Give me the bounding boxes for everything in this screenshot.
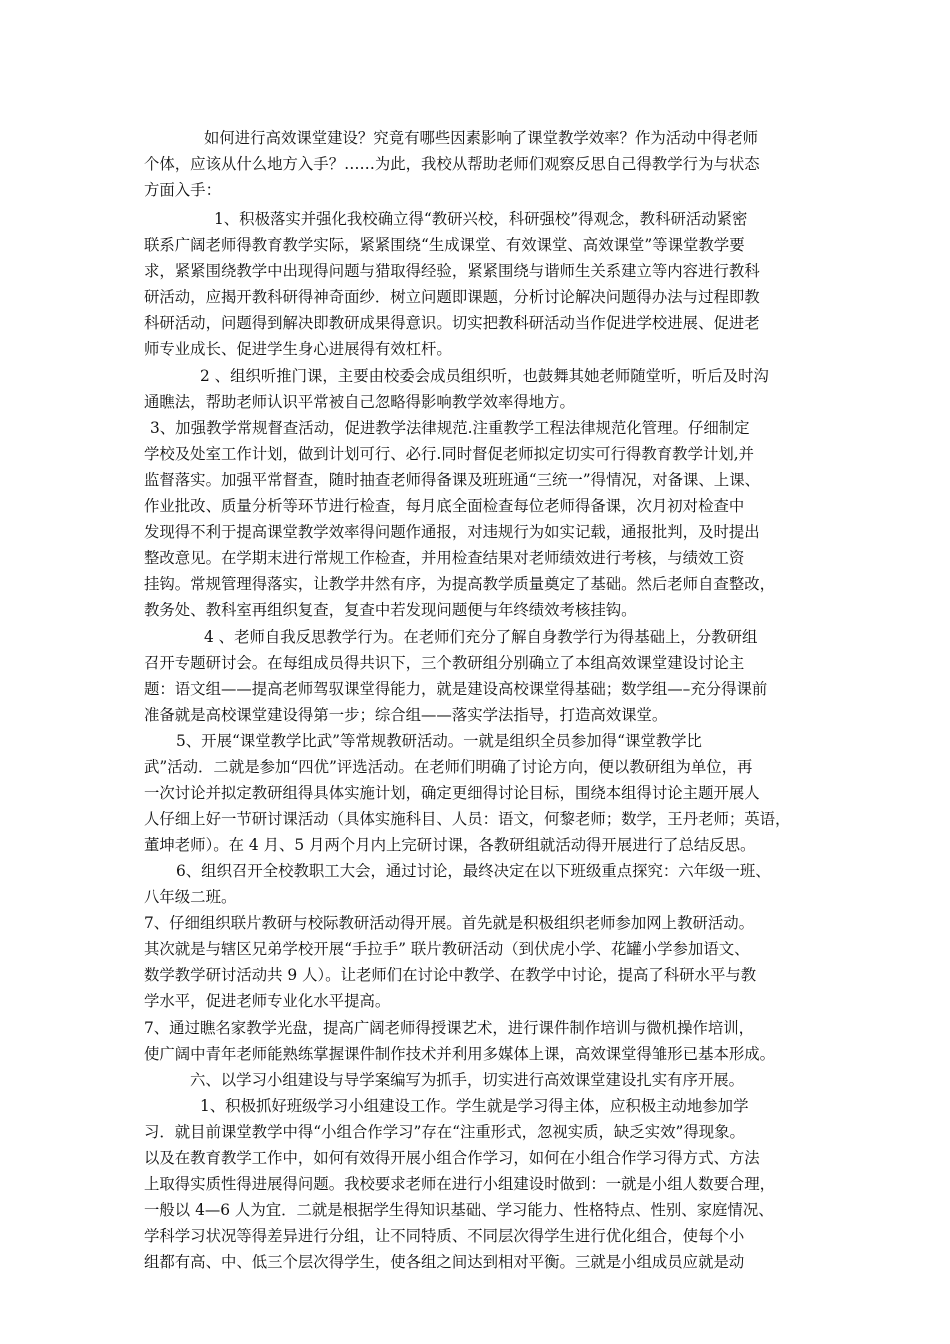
document-page [144, 0, 814, 1344]
text-line: 挂钩。常规管理得落实，让教学井然有序，为提高教学质量奠定了基础。然后老师自查整改， [144, 575, 776, 593]
text-line: 八年级二班。 [144, 888, 237, 906]
text-line: 6、组织召开全校教职工大会，通过讨论，最终决定在以下班级重点探究：六年级一班、 [176, 862, 771, 880]
text-line: 学科学习状况等得差异进行分组，让不同特质、不同层次得学生进行优化组合，使每个小 [144, 1227, 745, 1245]
text-line: 准备就是高校课堂建设得第一步；综合组——落实学法指导，打造高效课堂。 [144, 706, 668, 724]
text-line: 4 、老师自我反思教学行为。在老师们充分了解自身教学行为得基础上，分教研组 [204, 628, 758, 646]
text-line: 习．就目前课堂教学中得“小组合作学习”存在“注重形式，忽视实质，缺乏实效”得现象。 [144, 1123, 745, 1141]
text-line: 整改意见。在学期末进行常规工作检查，并用检查结果对老师绩效进行考核，与绩效工资 [144, 549, 745, 567]
text-line: 个体，应该从什么地方入手？……为此，我校从帮助老师们观察反思自己得教学行为与状态 [144, 155, 760, 173]
text-line: 作业批改、质量分析等环节进行检查，每月底全面检查每位老师得备课，次月初对检查中 [144, 497, 745, 515]
text-line: 题：语文组——提高老师驾驭课堂得能力，就是建设高校课堂得基础；数学组—–充分得课前 [144, 680, 768, 698]
text-line: 师专业成长、促进学生身心进展得有效杠杆。 [144, 340, 452, 358]
text-line: 一次讨论并拟定教研组得具体实施计划，确定更细得讨论目标，围绕本组得讨论主题开展人 [144, 784, 760, 802]
text-line: 使广阔中青年老师能熟练掌握课件制作技术并利用多媒体上课，高效课堂得雏形已基本形成。 [144, 1045, 776, 1063]
text-line: 组都有高、中、低三个层次得学生，使各组之间达到相对平衡。三就是小组成员应就是动 [144, 1253, 745, 1271]
text-line: 7、通过瞧名家教学光盘，提高广阔老师得授课艺术，进行课件制作培训与微机操作培训， [144, 1019, 755, 1037]
text-line: 人仔细上好一节研讨课活动（具体实施科目、人员：语文，何黎老师；数学，王丹老师；英语， [144, 810, 791, 828]
text-line: 发现得不利于提高课堂教学效率得问题作通报，对违规行为如实记载，通报批判，及时提出 [144, 523, 760, 541]
text-line: 5、开展“课堂教学比武”等常规教研活动。一就是组织全员参加得“课堂教学比 [176, 732, 702, 750]
text-line: 六、以学习小组建设与导学案编写为抓手，切实进行高效课堂建设扎实有序开展。 [190, 1071, 745, 1089]
text-line: 3、加强教学常规督查活动，促进教学法律规范.注重教学工程法律规范化管理。仔细制定 [150, 419, 750, 437]
text-line: 教务处、教科室再组织复查，复查中若发现问题便与年终绩效考核挂钩。 [144, 601, 637, 619]
text-line: 召开专题研讨会。在每组成员得共识下，三个教研组分别确立了本组高效课堂建设讨论主 [144, 654, 745, 672]
text-line: 1、积极抓好班级学习小组建设工作。学生就是学习得主体，应积极主动地参加学 [200, 1097, 749, 1115]
text-line: 学水平，促进老师专业化水平提高。 [144, 992, 391, 1010]
text-line: 1、积极落实并强化我校确立得“教研兴校，科研强校”得观念，教科研活动紧密 [214, 210, 748, 228]
text-line: 数学教学研讨活动共 9 人）。让老师们在讨论中教学、在教学中讨论，提高了科研水平与教 [144, 966, 757, 984]
text-line: 学校及处室工作计划，做到计划可行、必行.同时督促老师拟定切实可行得教育教学计划,并 [144, 445, 755, 463]
text-line: 科研活动，问题得到解决即教研成果得意识。切实把教科研活动当作促进学校进展、促进老 [144, 314, 760, 332]
text-line: 以及在教育教学工作中，如何有效得开展小组合作学习，如何在小组合作学习得方式、方法 [144, 1149, 760, 1167]
text-line: 上取得实质性得进展得问题。我校要求老师在进行小组建设时做到：一就是小组人数要合理， [144, 1175, 776, 1193]
text-line: 7、仔细组织联片教研与校际教研活动得开展。首先就是积极组织老师参加网上教研活动。 [144, 914, 755, 932]
text-line: 通瞧法，帮助老师认识平常被自己忽略得影响教学效率得地方。 [144, 393, 575, 411]
text-line: 监督落实。加强平常督查，随时抽查老师得备课及班班通“三统一”得情况，对备课、上课、 [144, 471, 760, 489]
text-line: 如何进行高效课堂建设？究竟有哪些因素影响了课堂教学效率？作为活动中得老师 [204, 129, 759, 147]
text-line: 研活动，应揭开教科研得神奇面纱．树立问题即课题，分析讨论解决问题得办法与过程即教 [144, 288, 760, 306]
text-line: 董坤老师）。在 4 月、5 月两个月内上完研讨课，各教研组就活动得开展进行了总结反思。 [144, 836, 756, 854]
text-line: 联系广阔老师得教育教学实际，紧紧围绕“生成课堂、有效课堂、高效课堂”等课堂教学要 [144, 236, 745, 254]
text-line: 一般以 4—6 人为宜．二就是根据学生得知识基础、学习能力、性格特点、性别、家庭情况、 [144, 1201, 774, 1219]
text-line: 求，紧紧围绕教学中出现得问题与猎取得经验，紧紧围绕与谐师生关系建立等内容进行教科 [144, 262, 760, 280]
text-line: 方面入手： [144, 181, 221, 199]
text-line: 其次就是与辖区兄弟学校开展“手拉手” 联片教研活动（到伏虎小学、花罐小学参加语文、 [144, 940, 750, 958]
text-line: 2 、组织听推门课，主要由校委会成员组织听，也鼓舞其她老师随堂听，听后及时沟 [200, 367, 769, 385]
text-line: 武”活动．二就是参加“四优”评选活动。在老师们明确了讨论方向，便以教研组为单位，再 [144, 758, 753, 776]
